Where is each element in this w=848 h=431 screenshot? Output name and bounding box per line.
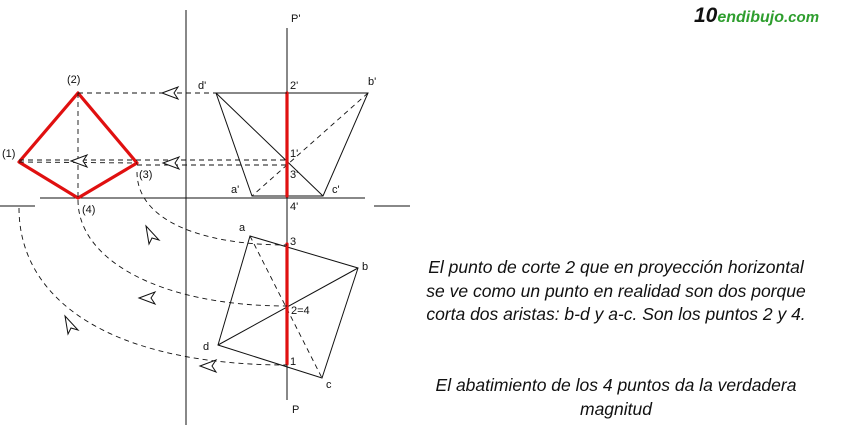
label-point-4: (4) [82, 204, 96, 216]
label-a: a [239, 222, 246, 234]
label-one: 1 [290, 356, 297, 368]
label-b-prime: b' [368, 76, 377, 88]
rotation-arc-3 [137, 172, 287, 245]
arrow-icon [71, 155, 87, 167]
rotation-arc-1 [19, 208, 287, 365]
logo-prefix: 10 [694, 4, 718, 27]
arrow-icon [139, 292, 155, 304]
label-p-prime: P' [291, 13, 301, 25]
label-a-prime: a' [231, 184, 240, 196]
label-d: d [203, 341, 210, 353]
logo-middle: endibujo [717, 9, 785, 26]
label-two-four: 2=4 [291, 305, 310, 317]
label-point-2: (2) [67, 74, 81, 86]
logo-suffix: .com [784, 9, 820, 26]
explanation-paragraph-1: El punto de corte 2 que en proyección horizontal se ve como un punto en realidad son dos porque corta dos aristas: b-d y a-c. Son los puntos 2 y 4. [426, 257, 806, 324]
label-c-prime: c' [332, 184, 340, 196]
label-two-prime: 2' [290, 80, 299, 92]
arrow-icon [65, 316, 78, 334]
label-c: c [326, 379, 332, 391]
arrow-icon [200, 360, 216, 372]
rotation-arc-4 [78, 200, 287, 306]
label-three-prime: 3' [290, 169, 299, 181]
label-d-prime: d' [198, 80, 207, 92]
arrow-icon [146, 226, 159, 244]
label-point-3: (3) [139, 169, 153, 181]
true-shape-section [19, 93, 137, 198]
arrow-icon [163, 157, 179, 169]
explanation-paragraph-2: El abatimiento de los 4 puntos da la verdadera magnitud [435, 375, 797, 419]
label-one-prime: 1' [290, 148, 299, 160]
label-p: P [292, 404, 300, 416]
arrow-icon [162, 87, 178, 99]
elevation-edge-d-c [216, 93, 323, 196]
label-point-1: (1) [2, 148, 16, 160]
label-b: b [362, 261, 369, 273]
label-three: 3 [290, 236, 297, 248]
label-four-prime: 4' [290, 201, 299, 213]
